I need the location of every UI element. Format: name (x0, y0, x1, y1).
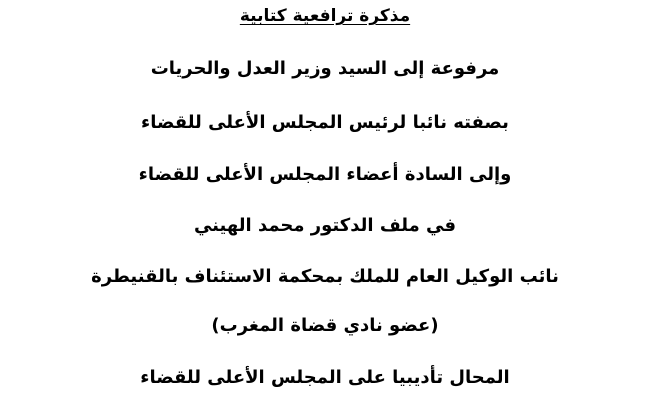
addressee-line: مرفوعة إلى السيد وزير العدل والحريات (150, 58, 500, 79)
capacity-line: بصفته نائبا لرئيس المجلس الأعلى للقضاء (141, 112, 509, 133)
membership-line: (عضو نادي قضاة المغرب) (211, 315, 439, 336)
position-line: نائب الوكيل العام للملك بمحكمة الاستئناف بالقنيطرة (91, 266, 559, 287)
document-title (0, 8, 650, 25)
document-title-text: مذكرة ترافعية كتابية (239, 6, 411, 26)
referral-line: المحال تأديبيا على المجلس الأعلى للقضاء (140, 367, 510, 388)
case-subject-line: في ملف الدكتور محمد الهيني (193, 215, 457, 236)
council-members-line: وإلى السادة أعضاء المجلس الأعلى للقضاء (138, 164, 512, 185)
